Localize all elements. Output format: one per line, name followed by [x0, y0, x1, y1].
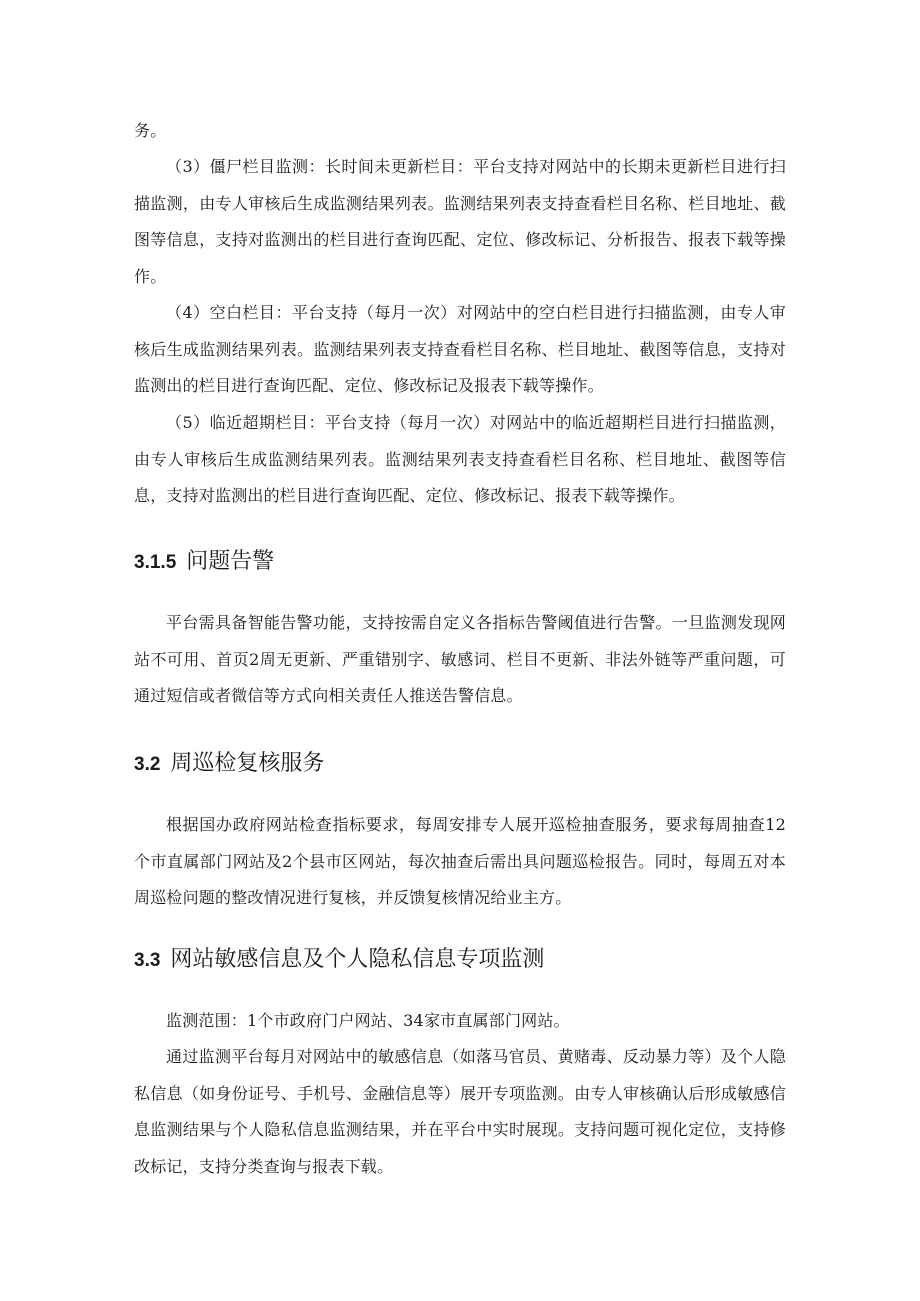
paragraph-tail: 务。: [134, 121, 167, 140]
section-title: 问题告警: [186, 549, 275, 574]
section-heading-3-1-5: [134, 547, 786, 578]
paragraph-weekly-inspection: 根据国办政府网站检查指标要求，每周安排专人展开巡检抽查服务，要求每周抽查12个市直属部门网站及2个县市区网站，每次抽查后需出具问题巡检报告。同时，每周五对本周巡检问题的整改情况进行复核，并反馈复核情况给业主方。: [134, 815, 786, 908]
section-heading-3-3: [134, 945, 786, 976]
paragraph-blank-columns: （4）空白栏目：平台支持（每月一次）对网站中的空白栏目进行扫描监测，由专人审核后生成监测结果列表。监测结果列表支持查看栏目名称、栏目地址、截图等信息，支持对监测出的栏目进行查询匹配、定位、修改标记及报表下载等操作。: [134, 303, 786, 396]
paragraph-zombie-columns: （3）僵尸栏目监测：长时间未更新栏目：平台支持对网站中的长期未更新栏目进行扫描监测，由专人审核后生成监测结果列表。监测结果列表支持查看栏目名称、栏目地址、截图等信息，支持对监测出的栏目进行查询匹配、定位、修改标记、分析报告、报表下载等操作。: [134, 157, 786, 286]
section-title: 网站敏感信息及个人隐私信息专项监测: [170, 947, 545, 972]
section-number: 3.1.5: [134, 552, 177, 573]
section-heading-3-2: [134, 749, 786, 780]
paragraph-sensitive-info: 通过监测平台每月对网站中的敏感信息（如落马官员、黄赌毒、反动暴力等）及个人隐私信息（如身份证号、手机号、金融信息等）展开专项监测。由专人审核确认后形成敏感信息监测结果与个人隐私信息监测结果，并在平台中实时展现。支持问题可视化定位，支持修改标记，支持分类查询与报表下载。: [134, 1047, 786, 1176]
section-number: 3.2: [134, 754, 161, 775]
section-number: 3.3: [134, 950, 161, 971]
paragraph-alert: 平台需具备智能告警功能，支持按需自定义各指标告警阈值进行告警。一旦监测发现网站不可用、首页2周无更新、严重错别字、敏感词、栏目不更新、非法外链等严重问题，可通过短信或者微信等方式向相关责任人推送告警信息。: [134, 613, 786, 706]
paragraph-monitoring-scope: 监测范围：1个市政府门户网站、34家市直属部门网站。: [166, 1011, 570, 1030]
section-title: 周巡检复核服务: [170, 751, 325, 776]
paragraph-near-expiry-columns: （5）临近超期栏目：平台支持（每月一次）对网站中的临近超期栏目进行扫描监测，由专人审核后生成监测结果列表。监测结果列表支持查看栏目名称、栏目地址、截图等信息，支持对监测出的栏目进行查询匹配、定位、修改标记、报表下载等操作。: [134, 413, 786, 506]
